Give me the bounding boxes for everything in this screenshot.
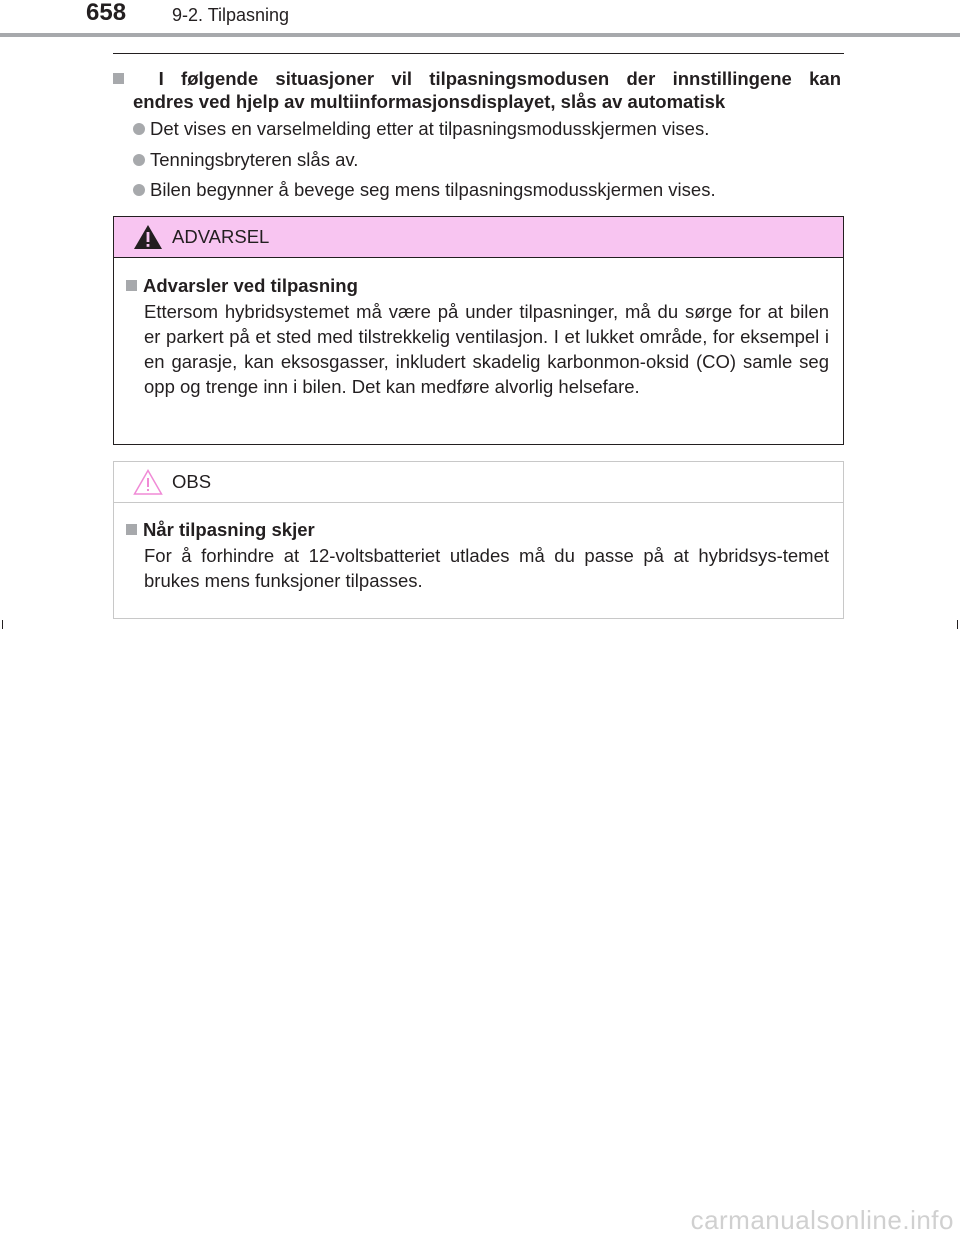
warning-triangle-icon (133, 224, 163, 250)
square-bullet (126, 524, 137, 535)
notice-box-header (114, 462, 843, 503)
warning-box-body (126, 275, 829, 399)
list-item: Bilen begynner å bevege seg mens tilpasningsmodusskjermen vises. (133, 179, 843, 201)
notice-subheading: Når tilpasning skjer (126, 519, 829, 541)
caution-triangle-outline-icon (133, 469, 163, 495)
dot-bullet-icon (133, 154, 145, 166)
warning-label: ADVARSEL (172, 226, 270, 247)
page-number: 658 (86, 0, 127, 26)
crop-mark-right (957, 620, 958, 629)
intro-heading (113, 67, 841, 113)
warning-text: Ettersom hybridsystemet må være på under tilpasninger, må du sørge for at bilen er parkert på et sted med tilstrekkelig ventilasjon. I et lukket område, for eksempel i en garasje, kan eksosgasser, inkludert skadelig karbonmon-oksid (CO) samle seg opp og trenge inn i bilen. Det kan medføre alvorlig helsefare. (144, 301, 829, 397)
notice-box (113, 461, 844, 619)
list-item: Tenningsbryteren slås av. (133, 149, 843, 171)
square-bullet (113, 73, 124, 84)
notice-text: For å forhindre at 12-voltsbatteriet utlades må du passe på at hybridsys-temet brukes mens funksjoner tilpasses. (144, 545, 829, 591)
intro-heading-line2: endres ved hjelp av multiinformasjonsdisplayet, slås av automatisk (133, 91, 726, 112)
dot-bullet-icon (133, 123, 145, 135)
warning-box (113, 216, 844, 445)
warning-subheading: Advarsler ved tilpasning (126, 275, 829, 297)
dot-bullet-icon (133, 184, 145, 196)
section-title: 9-2. Tilpasning (172, 5, 290, 25)
intro-heading-line1: I følgende situasjoner vil tilpasningsmodusen der innstillingene kan (158, 68, 841, 89)
square-bullet (126, 280, 137, 291)
notice-label: OBS (172, 471, 212, 492)
watermark: carmanualsonline.info (690, 1205, 954, 1235)
header-rule (0, 33, 960, 37)
crop-mark-left (2, 620, 3, 629)
bullet-list (133, 118, 843, 210)
warning-box-header (114, 217, 843, 258)
list-item: Det vises en varselmelding etter at tilpasningsmodusskjermen vises. (133, 118, 843, 140)
top-rule (113, 53, 844, 54)
notice-box-body (126, 519, 829, 593)
